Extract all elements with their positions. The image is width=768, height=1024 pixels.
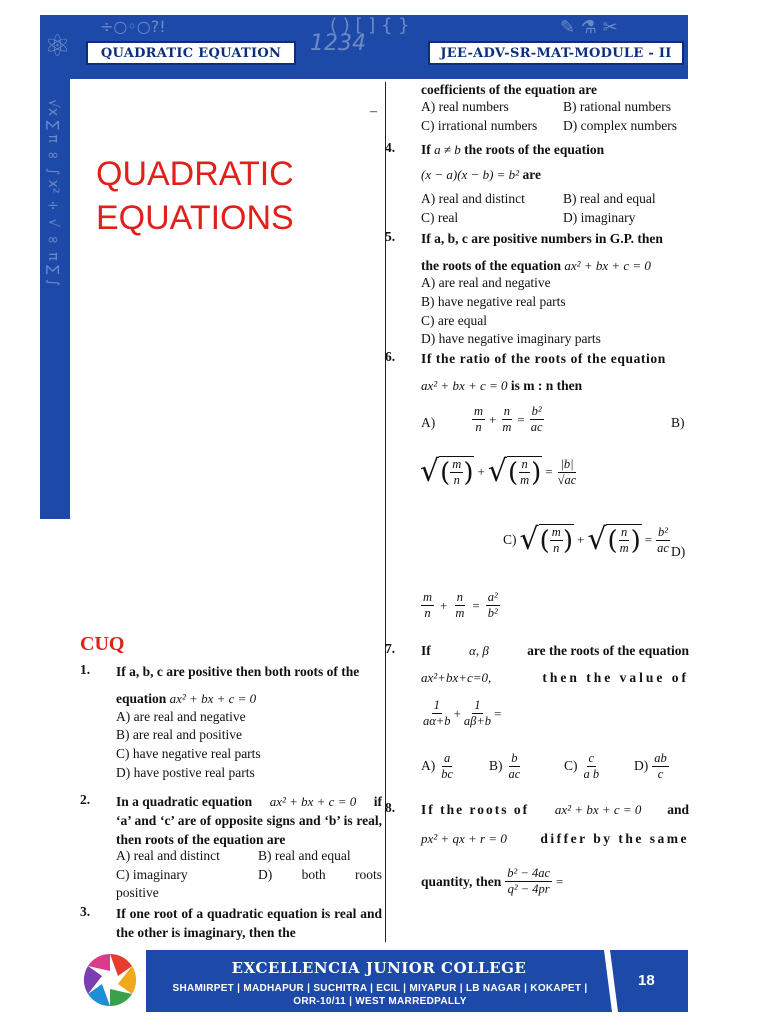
option-word: both [301,867,326,882]
question-text-line [421,641,689,660]
decor-numbers: 1234 [310,31,366,56]
question-text-line [116,689,256,708]
question-lead: the roots of the equation [421,258,561,273]
option: D) have postive real parts [116,765,255,780]
question-text: then the value of [542,670,689,685]
question-text-line [116,792,382,811]
question-text: differ by the same [540,831,689,846]
decor-symbols: ÷○◦○?! [100,17,166,36]
option: B) are real and positive [116,727,242,742]
radical: √ ( $\frac{m}{n}$ ) [519,522,573,557]
option [489,751,522,782]
stray-mark: – [370,104,377,119]
page-number: 18 [638,972,655,989]
option: B) have negative real parts [421,294,566,309]
radical: √ ( $\frac{m}{n}$ ) [420,454,474,489]
header-topic-label: QUADRATIC EQUATION [86,41,296,65]
option: B) real and equal [563,191,656,206]
equation: ax² + bx + c = 0 [421,378,508,393]
question-text: and [667,802,689,817]
fraction: $\frac{|b|}{√ac}$ [557,456,577,487]
option: C) imaginary [116,867,188,882]
college-name: EXCELLENCIA JUNIOR COLLEGE [231,959,527,977]
question-text: If [421,142,431,157]
option: C) real [421,210,459,225]
option: C) are equal [421,313,487,328]
decor-tools: ✎ ⚗ ✂ [560,17,618,38]
fraction: $\frac{m}{n}$ [474,404,484,434]
question-text-line [421,165,541,184]
equals-sign: = [556,874,564,889]
fraction: $\frac{c}{\text{a b}}$ [583,751,600,781]
option: D) complex numbers [563,118,677,133]
fraction: $\frac{b}{ac}$ [508,751,521,781]
equation: ax² + bx + c = 0 [554,802,642,817]
option-label: A) [421,415,436,430]
radical: √ ( $\frac{n}{m}$ ) [487,454,542,489]
option: A) real and distinct [116,848,220,863]
option-label: A) [421,758,436,774]
question-text: If the ratio of the roots of the equation [421,351,666,366]
fraction: $\frac{\text{b² − 4ac}}{\text{q² − 4pr}}$ [507,866,551,896]
plus-sign: + [453,705,461,721]
option: A) real and distinct [421,191,525,206]
fraction: $\frac{1}{a\beta+b}$ [463,698,492,728]
option [564,751,601,782]
fraction: $\frac{n}{m}$ [455,590,465,620]
side-decoration-strip [40,79,70,519]
question-text-line [421,376,582,395]
equals-sign: = [472,597,480,613]
option: B) rational numbers [563,99,671,114]
equation: ax² + bx + c = 0 [269,794,357,809]
option-word: roots [354,867,382,882]
question-text: If a, b, c are positive then both roots of the [116,664,360,679]
option: A) are real and negative [421,275,551,290]
fraction: $\frac{\text{a²}}{\text{b²}}$ [487,590,498,620]
title-line-1: QUADRATIC [96,155,294,193]
campus-list: SHAMIRPET | MADHAPUR | SUCHITRA | ECIL | MIYAPUR | LB NAGAR | KOKAPET | ORR-10/11 | WEST MARREDPALLY [172,983,588,1007]
question-text: if [373,794,382,809]
decor-formulas: √x ∑ π ∞ ∫ x² ÷ √ ∞ π ∑ ∫ [45,99,61,287]
option-d-expression [421,590,500,621]
option-label: D) [258,867,273,882]
equation: ax² + bx + c = 0 [564,258,651,273]
option-b-expression [420,456,578,488]
option: A) are real and negative [116,709,246,724]
equals-sign: = [517,411,525,427]
question-text: ‘a’ and ‘c’ are of opposite signs and ‘b’ is real, then roots of the equation are [116,813,382,847]
question-text: quantity, then [421,874,502,889]
option-continued: positive [116,885,159,900]
atom-icon: ⚛ [44,29,71,64]
fraction: $\frac{\text{b²}}{ac}$ [530,404,543,434]
equation: (x − a)(x − b) = b² [421,167,520,182]
option [421,751,455,782]
fraction: $\frac{a}{bc}$ [441,751,454,781]
plus-sign: + [576,532,585,547]
question-text: In a quadratic equation [116,794,253,809]
fraction: $\frac{1}{a\alpha+b}$ [423,698,451,728]
option: C) have negative real parts [116,746,261,761]
option-a-expression [472,404,545,435]
option-label: B) [671,415,685,430]
option: C) irrational numbers [421,118,538,133]
question-text: are [522,167,541,182]
plus-sign: + [489,411,497,427]
question-number: 2. [80,792,91,807]
section-heading-cuq: CUQ [80,633,125,655]
question-number: 8. [385,800,396,815]
question-number: 1. [80,662,91,677]
option-label: C) [503,531,517,547]
question-text: If a, b, c are positive numbers in G.P. then [421,231,663,246]
equation: ax² + bx + c = 0 [169,691,257,706]
fraction: $\frac{\text{b²}}{ac}$ [657,524,669,555]
fraction: $\frac{ab}{c}$ [654,751,667,781]
option-label: D) [634,758,649,774]
option: D) have negative imaginary parts [421,331,601,346]
option [634,751,669,782]
equals-sign: = [644,532,653,547]
question-text-line [421,140,604,159]
question-text-line [421,866,563,897]
question-text: If one root of a quadratic equation is real and the other is imaginary, then the [116,906,382,940]
radical: √ ( $\frac{n}{m}$ ) [587,522,641,557]
question-text: If [421,643,431,658]
question-number: 4. [385,140,396,155]
header-module-label: JEE-ADV-SR-MAT-MODULE - II [428,41,684,65]
equation: px² + qx + r = 0 [421,831,507,846]
plus-sign: + [440,597,448,613]
question-text-line [421,829,689,848]
question-text: are the roots of the equation [527,643,689,658]
footer-divider [600,950,622,1012]
page-title [96,152,294,240]
question-text: coefficients of the equation are [421,82,597,97]
equation: ax²+bx+c=0, [421,670,492,685]
question-number: 7. [385,641,396,656]
option: A) real numbers [421,99,509,114]
option-c-expression [503,524,671,556]
option-label: C) [564,758,578,774]
fraction: $\frac{n}{m}$ [502,404,512,434]
option: D) imaginary [563,210,636,225]
question-text: the roots of the equation [464,142,605,157]
question-text-line [421,800,689,819]
plus-sign: + [477,464,485,479]
condition: a ≠ b [434,142,461,157]
roots: α, β [469,643,489,658]
option-label: D) [671,544,686,559]
fraction: $\frac{m}{n}$ [423,590,433,620]
college-logo-icon [80,950,140,1010]
expression [421,698,501,729]
decor-brackets: ( ) [ ] { } [330,15,410,36]
option: B) real and equal [258,848,351,863]
title-line-2: EQUATIONS [96,199,294,237]
question-number: 3. [80,904,91,919]
question-lead: equation [116,691,167,706]
question-text-line [421,256,651,275]
option-label: B) [489,758,503,774]
question-text: is m : n then [510,378,583,393]
equals-sign: = [545,464,553,479]
question-text: If the roots of [421,802,530,817]
question-number: 6. [385,349,396,364]
option [258,866,382,885]
question-number: 5. [385,229,396,244]
equals-sign: = [494,705,502,721]
question-text-line [421,668,689,687]
